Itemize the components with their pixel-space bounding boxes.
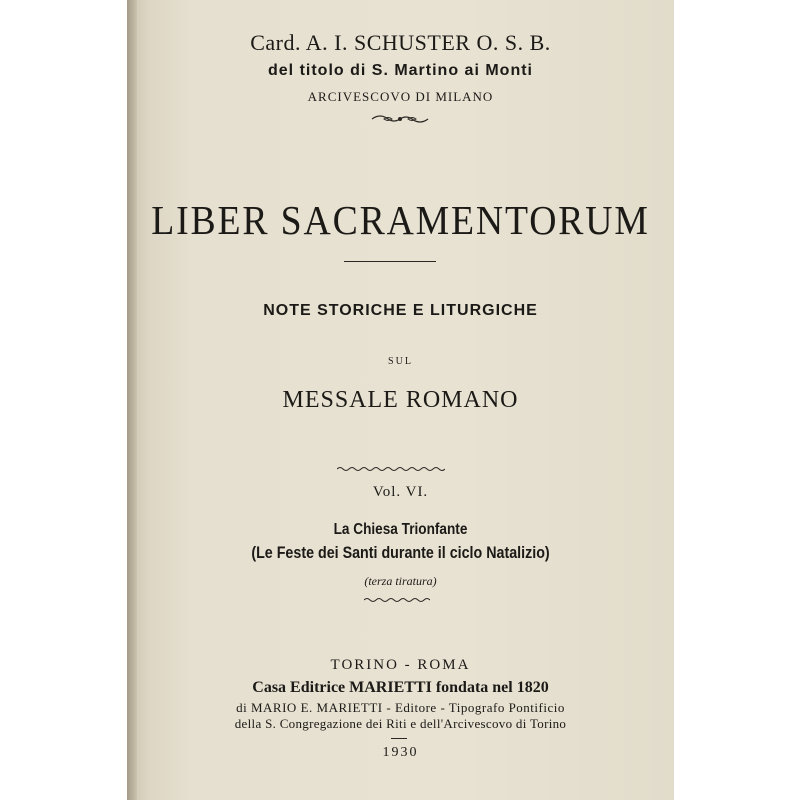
titolo-line: del titolo di S. Martino ai Monti [268, 62, 533, 79]
author-line: Card. A. I. SCHUSTER O. S. B. [250, 30, 551, 55]
imprint-year: 1930 [382, 745, 419, 760]
messale-title: MESSALE ROMANO [282, 387, 519, 413]
imprint-place: TORINO - ROMA [330, 657, 471, 673]
tiratura-note: (terza tiratura) [364, 574, 437, 588]
volume-number: Vol. VI. [372, 484, 429, 500]
wavy-rule [337, 466, 445, 472]
volume-subtitle: (Le Feste dei Santi durante il ciclo Natalizio) [251, 543, 550, 562]
main-title: LIBER SACRAMENTORUM [151, 197, 650, 243]
imprint-publisher: Casa Editrice MARIETTI fondata nel 1820 [252, 679, 549, 696]
imprint-congregation: della S. Congregazione dei Riti e dell'Arcivescovo di Torino [234, 716, 567, 731]
wavy-rule-small [364, 597, 430, 603]
year-rule [391, 738, 407, 739]
subtitle: NOTE STORICHE E LITURGICHE [263, 302, 538, 319]
title-rule [344, 261, 436, 262]
arcivescovo-line: ARCIVESCOVO DI MILANO [307, 89, 494, 104]
volume-title: La Chiesa Trionfante [333, 521, 468, 538]
title-page [127, 0, 674, 800]
fleuron-ornament-icon [370, 113, 430, 125]
sul-word: SUL [388, 356, 413, 367]
imprint-editor: di MARIO E. MARIETTI - Editore - Tipografo Pontificio [236, 700, 565, 715]
